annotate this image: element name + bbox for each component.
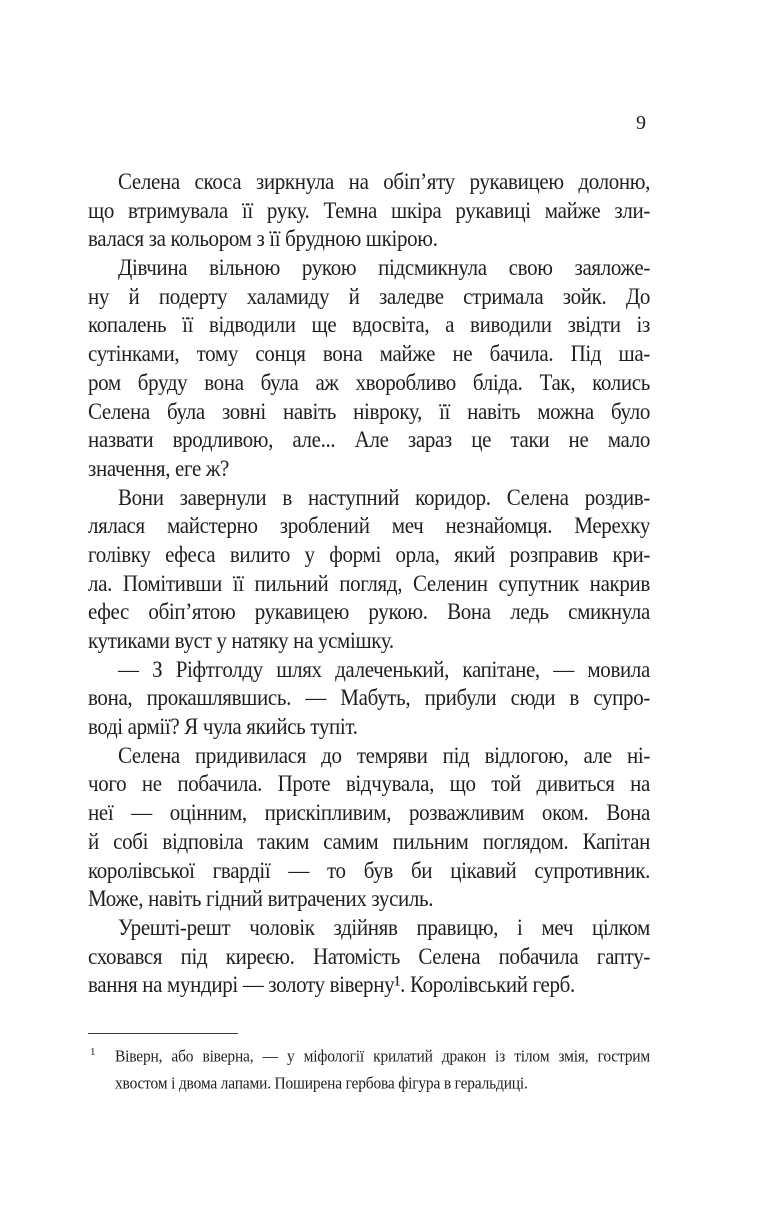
text-line: сховався під киреєю. Натомість Селена побачила гапту- — [88, 941, 650, 970]
text-line: хвостом і двома лапами. Поширена гербова фігура в геральдиці. — [115, 1073, 528, 1093]
text-line: й собі відповіла таким самим пильним поглядом. Капітан — [88, 827, 650, 855]
paragraph — [88, 483, 650, 655]
text-line: Селена була зовні навіть нівроку, її навіть можна було — [88, 396, 650, 425]
text-line: королівської гвардії — то був би цікавий супротивник. — [88, 855, 650, 884]
text-line: сутінками, тому сонця вона майже не бачила. Під ша- — [88, 339, 650, 367]
text-line: вання на мундирі — золоту віверну¹. Королівський герб. — [88, 970, 575, 998]
text-line: воді армії? Я чула якийсь тупіт. — [88, 712, 358, 740]
text-line: назвати вродливою, але... Але зараз це таки не мало — [88, 425, 650, 453]
text-line: ну й подерту халамиду й заледве стримала зойк. До — [88, 282, 650, 310]
text-line: ефес обіп’ятою рукавицею рукою. Вона ледь смикнула — [88, 597, 650, 625]
body-text — [88, 167, 650, 999]
footnote-text — [115, 1044, 650, 1097]
text-line: Селена скоса зиркнула на обіп’яту рукавицею долоню, — [118, 167, 650, 195]
paragraph — [88, 655, 650, 741]
text-line: Дівчина вільною рукою підсмикнула свою заяложе- — [118, 253, 650, 281]
text-line: лялася майстерно зроблений меч незнайомця. Мерехку — [88, 511, 650, 539]
text-line: кутиками вуст у натяку на усмішку. — [88, 626, 394, 654]
text-line: значення, еге ж? — [88, 454, 229, 482]
text-line: — З Ріфтголду шлях далеченький, капітане, — мовила — [118, 655, 650, 683]
paragraph — [88, 253, 650, 483]
paragraph — [88, 913, 650, 999]
text-line: Вони завернули в наступний коридор. Селена роздив- — [118, 482, 650, 511]
text-line: неї — оцінним, прискіпливим, розважливим оком. Вона — [88, 798, 650, 826]
text-line: ла. Помітивши її пильний погляд, Селенин супутник накрив — [88, 569, 650, 597]
text-line: Селена придивилася до темряви під відлогою, але ні- — [118, 741, 650, 769]
footnote-marker: 1 — [90, 1046, 96, 1058]
text-line: чого не побачила. Проте відчувала, що той дивиться на — [88, 769, 650, 797]
text-line: копалень її відводили ще вдосвіта, а виводили звідти із — [88, 310, 650, 338]
text-line: ром бруду вона була аж хворобливо бліда. Так, колись — [88, 368, 650, 396]
paragraph — [115, 1044, 650, 1097]
footnote — [88, 1044, 650, 1097]
text-line: вона, прокашлявшись. — Мабуть, прибули сюди в супро- — [88, 683, 650, 711]
page-number: 9 — [636, 112, 646, 134]
text-line: Може, навіть гідний витрачених зусиль. — [88, 884, 434, 912]
paragraph — [88, 167, 650, 253]
text-line: голівку ефеса вилито у формі орла, який розправив кри- — [88, 540, 650, 568]
footnote-divider — [88, 1033, 238, 1034]
text-line: Урешті-решт чоловік здійняв правицю, і меч цілком — [118, 913, 650, 941]
text-line: валася за кольором з її брудною шкірою. — [88, 224, 438, 252]
paragraph — [88, 741, 650, 913]
text-line: що втримувала її руку. Темна шкіра рукавиці майже зли- — [88, 196, 650, 224]
text-line: Віверн, або віверна, — у міфології крилатий дракон із тілом змія, гострим — [115, 1047, 650, 1066]
